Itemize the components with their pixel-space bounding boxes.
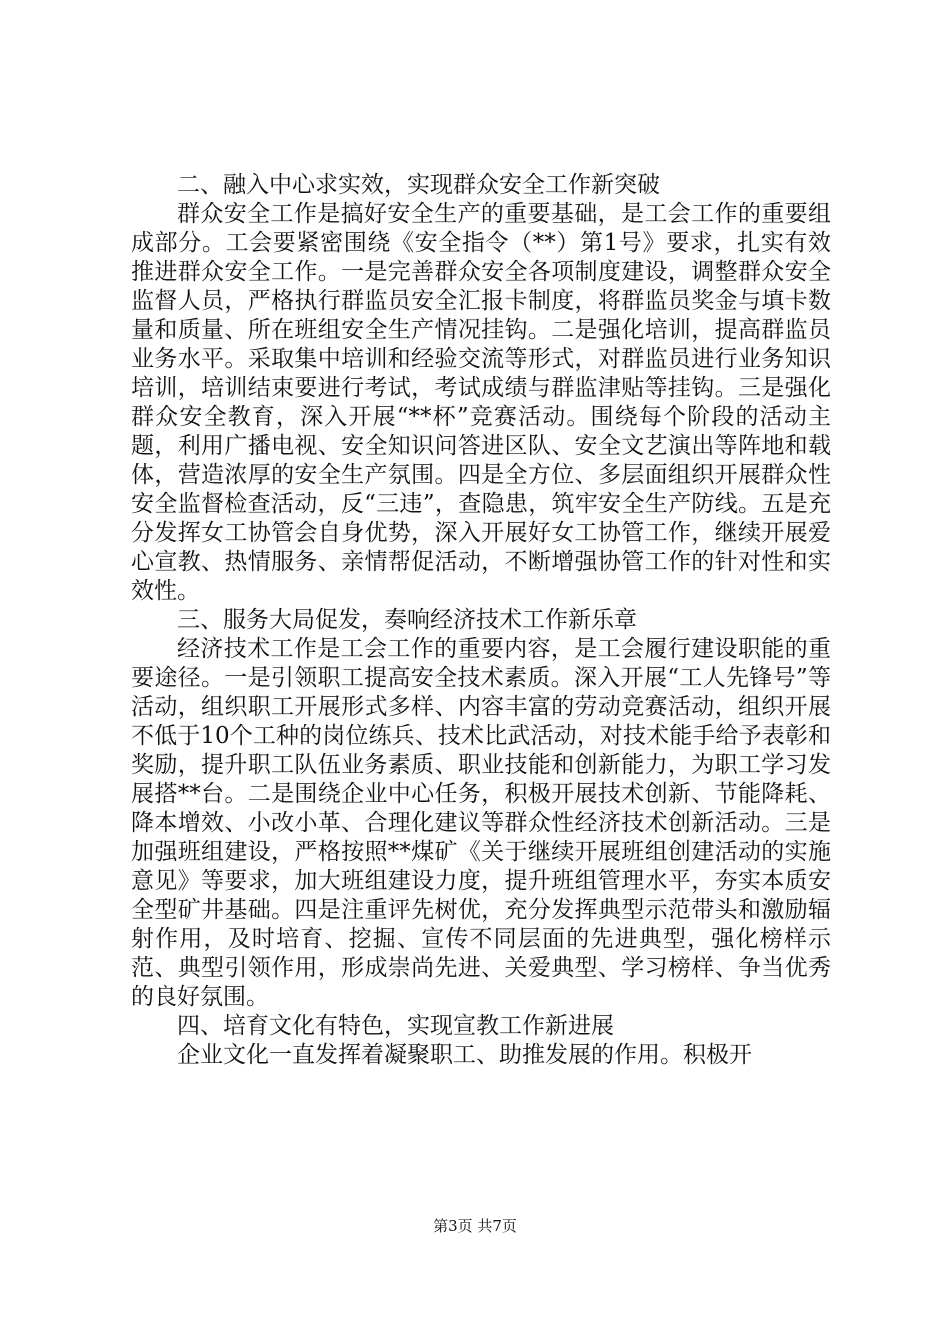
body-paragraph: 经济技术工作是工会工作的重要内容，是工会履行建设职能的重要途径。一是引领职工提高安全技术素质。深入开展“工人先锋号”等活动，组织职工开展形式多样、内容丰富的劳动竞赛活动，组织开展不低于10个工种的岗位练兵、技术比武活动，对技术能手给予表彰和奖励，提升职工队伍业务素质、职业技能和创新能力，为职工学习发展搭**台。二是围绕企业中心任务，积极开展技术创新、节能降耗、降本增效、小改小革、合理化建议等群众性经济技术创新活动。三是加强班组建设，严格按照**煤矿《关于继续开展班组创建活动的实施意见》等要求，加大班组建设力度，提升班组管理水平，夯实本质安全型矿井基础。四是注重评先树优，充分发挥典型示范带头和激励辐射作用，及时培育、挖掘、宣传不同层面的先进典型，强化榜样示范、典型引领作用，形成崇尚先进、关爱典型、学习榜样、争当优秀的良好氛围。 <box>131 636 831 1010</box>
section-heading-4: 四、培育文化有特色，实现宣教工作新进展 <box>177 1013 614 1039</box>
body-paragraph: 群众安全工作是搞好安全生产的重要基础，是工会工作的重要组成部分。工会要紧密围绕《安全指令（**）第1号》要求，扎实有效推进群众安全工作。一是完善群众安全各项制度建设，调整群众安全监督人员，严格执行群监员安全汇报卡制度，将群监员奖金与填卡数量和质量、所在班组安全生产情况挂钩。二是强化培训，提高群监员业务水平。采取集中培训和经验交流等形式，对群监员进行业务知识培训，培训结束要进行考试，考试成绩与群监津贴等挂钩。三是强化群众安全教育，深入开展“**杯”竞赛活动。围绕每个阶段的活动主题，利用广播电视、安全知识问答进区队、安全文艺演出等阵地和载体，营造浓厚的安全生产氛围。四是全方位、多层面组织开展群众性安全监督检查活动，反“三违”，查隐患，筑牢安全生产防线。五是充分发挥女工协管会自身优势，深入开展好女工协管工作，继续开展爱心宣教、热情服务、亲情帮促活动，不断增强协管工作的针对性和实效性。 <box>131 201 831 604</box>
section-heading-2: 二、融入中心求实效，实现群众安全工作新突破 <box>177 172 660 198</box>
document-body <box>131 171 831 1070</box>
body-paragraph: 企业文化一直发挥着凝聚职工、助推发展的作用。积极开 <box>177 1042 752 1068</box>
page-number: 第3页 共7页 <box>433 1217 517 1235</box>
section-heading-3: 三、服务大局促发，奏响经济技术工作新乐章 <box>177 607 637 633</box>
